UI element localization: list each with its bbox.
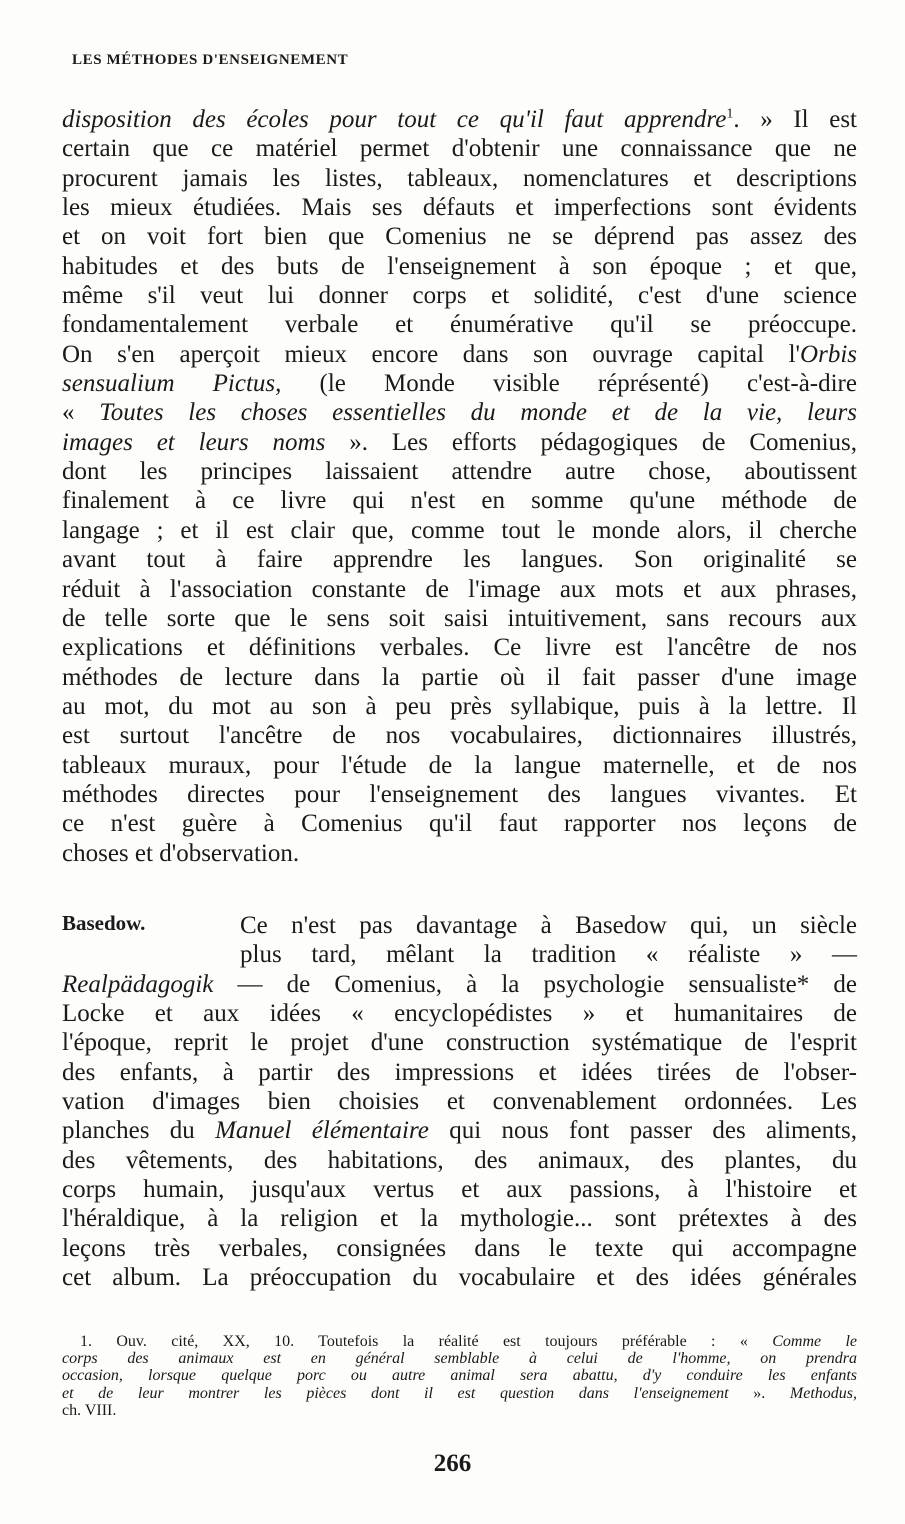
text-line <box>62 1204 857 1233</box>
text-segment: corps des animaux est en général semblable à celui de l'homme, on prendra <box>62 1350 857 1368</box>
paragraph-comenius <box>62 105 857 868</box>
text-segment: l'époque, reprit le projet d'une construction systématique de l'esprit <box>62 1029 857 1057</box>
text-segment: cet album. La préoccupation du vocabulaire et des idées générales <box>62 1264 857 1292</box>
text-line <box>62 281 857 310</box>
text-line <box>62 134 857 163</box>
text-segment: images et leurs noms <box>62 428 326 456</box>
text-segment: des enfants, à partir des impressions et idées tirées de l'obser- <box>62 1058 857 1086</box>
page-number: 266 <box>433 1450 472 1477</box>
text-line <box>62 1175 857 1204</box>
running-header: LES MÉTHODES D'ENSEIGNEMENT <box>72 52 349 68</box>
text-line <box>62 340 857 369</box>
text-line <box>62 1028 857 1057</box>
text-segment: avant tout à faire apprendre les langues. Son originalité se <box>62 546 857 574</box>
text-segment: occasion, lorsque quelque porc ou autre animal sera abattu, d'y conduire les enfants <box>62 1367 857 1385</box>
text-line <box>62 633 857 662</box>
text-line <box>62 663 857 692</box>
text-segment: vation d'images bien choisies et convenablement ordonnées. Les <box>62 1088 857 1116</box>
text-line <box>62 310 857 339</box>
text-line <box>62 751 857 780</box>
text-line <box>62 105 857 134</box>
text-line <box>62 692 857 721</box>
text-segment: On s'en aperçoit mieux encore dans son ouvrage capital l' <box>62 340 801 368</box>
text-segment: certain que ce matériel permet d'obtenir une connaissance que ne <box>62 135 857 163</box>
text-segment: les mieux étudiées. Mais ses défauts et imperfections sont évidents <box>62 194 857 222</box>
text-line <box>62 1350 857 1367</box>
text-segment: corps humain, jusqu'aux vertus et aux passions, à l'histoire et <box>62 1176 857 1204</box>
text-segment: tableaux muraux, pour l'étude de la langue maternelle, et de nos <box>62 751 857 779</box>
text-line <box>62 545 857 574</box>
text-line <box>62 1234 857 1263</box>
text-line <box>62 1263 857 1292</box>
text-segment: langage ; et il est clair que, comme tout le monde alors, il cherche <box>62 516 857 544</box>
text-line <box>62 369 857 398</box>
text-segment: ». <box>728 1384 790 1402</box>
text-segment: Manuel élémentaire <box>215 1117 429 1145</box>
margin-label: Basedow. <box>62 911 146 935</box>
text-line <box>240 911 857 940</box>
text-segment: est surtout l'ancêtre de nos vocabulaires, dictionnaires illustrés, <box>62 722 857 750</box>
text-segment: leçons très verbales, consignées dans le texte qui accompagne <box>62 1234 857 1262</box>
text-line <box>62 457 857 486</box>
text-segment: et on voit fort bien que Comenius ne se déprend pas assez des <box>62 223 857 251</box>
text-line <box>62 1402 857 1419</box>
text-segment: — de Comenius, à la psychologie sensualiste* de <box>213 970 857 998</box>
text-segment: disposition des écoles pour tout ce qu'il faut apprendre <box>62 106 727 133</box>
text-line <box>62 486 857 515</box>
text-segment: planches du <box>62 1117 216 1145</box>
text-segment: (le Monde visible réprésenté) c'est-à-dire <box>281 370 857 398</box>
text-line <box>62 252 857 281</box>
text-segment: « <box>62 399 100 427</box>
text-segment: méthodes directes pour l'enseignement des langues vivantes. Et <box>62 780 857 808</box>
text-segment: Orbis <box>800 340 857 368</box>
text-line <box>62 164 857 193</box>
text-segment: procurent jamais les listes, tableaux, nomenclatures et descriptions <box>62 164 857 192</box>
text-line <box>240 940 857 969</box>
text-segment: plus tard, mêlant la tradition « réaliste » — <box>240 941 857 969</box>
text-segment: qui nous font passer des aliments, <box>428 1117 857 1145</box>
text-line <box>62 780 857 809</box>
text-segment: même s'il veut lui donner corps et solidité, c'est d'une science <box>62 282 857 310</box>
text-line <box>62 839 857 868</box>
text-segment: Ce n'est pas davantage à Basedow qui, un siècle <box>240 912 857 939</box>
text-line <box>62 193 857 222</box>
text-line <box>62 222 857 251</box>
text-segment: réduit à l'association constante de l'image aux mots et aux phrases, <box>62 575 857 603</box>
text-segment: méthodes de lecture dans la partie où il fait passer d'une image <box>62 663 857 691</box>
text-line <box>62 1385 857 1402</box>
text-segment: . » Il est <box>733 106 857 133</box>
text-segment: l'héraldique, à la religion et la mythologie... sont prétextes à des <box>62 1205 857 1233</box>
text-segment: au mot, du mot au son à peu près syllabique, puis à la lettre. Il <box>62 692 857 720</box>
text-line <box>62 516 857 545</box>
text-line <box>62 1087 857 1116</box>
text-line <box>62 999 857 1028</box>
text-segment: ». Les efforts pédagogiques de Comenius, <box>325 428 858 456</box>
text-segment: ch. VIII. <box>62 1401 117 1419</box>
text-segment: ce n'est guère à Comenius qu'il faut rapporter nos leçons de <box>62 810 857 838</box>
text-segment: Methodus, <box>789 1384 858 1402</box>
text-line <box>62 1058 857 1087</box>
text-line <box>62 721 857 750</box>
text-segment: dont les principes laissaient attendre autre chose, aboutissent <box>62 458 857 486</box>
text-line <box>62 1367 857 1384</box>
text-segment: Realpädagogik <box>62 970 214 998</box>
text-segment: des vêtements, des habitations, des animaux, des plantes, du <box>62 1146 857 1174</box>
text-segment: choses et d'observation. <box>62 839 300 867</box>
text-line <box>62 575 857 604</box>
text-line <box>62 809 857 838</box>
footnote <box>62 1333 857 1419</box>
text-segment: Toutes les choses essentielles du monde et de la vie, leurs <box>99 399 857 427</box>
text-line <box>62 970 857 999</box>
text-segment: explications et définitions verbales. Ce livre est l'ancêtre de nos <box>62 634 857 662</box>
footnote-ref: 1 <box>726 106 734 122</box>
text-line <box>62 1116 857 1145</box>
text-line <box>62 1333 857 1350</box>
text-segment: de telle sorte que le sens soit saisi intuitivement, sans recours aux <box>62 604 857 632</box>
text-segment: 1. Ouv. cité, XX, 10. Toutefois la réalité est toujours préférable : « <box>80 1333 773 1350</box>
text-line <box>62 428 857 457</box>
text-segment: habitudes et des buts de l'enseignement à son époque ; et que, <box>62 252 857 280</box>
paragraph-basedow <box>62 911 857 1292</box>
text-line <box>62 398 857 427</box>
text-segment: sensualium Pictus, <box>62 370 282 398</box>
text-segment: fondamentalement verbale et énumérative qu'il se préoccupe. <box>62 311 857 339</box>
text-segment: et de leur montrer les pièces dont il est question dans l'enseignement <box>62 1384 729 1402</box>
text-line <box>62 604 857 633</box>
text-segment: finalement à ce livre qui n'est en somme qu'une méthode de <box>62 487 857 515</box>
text-segment: Comme le <box>772 1333 857 1350</box>
text-line <box>62 1146 857 1175</box>
text-segment: Locke et aux idées « encyclopédistes » et humanitaires de <box>62 1000 857 1028</box>
